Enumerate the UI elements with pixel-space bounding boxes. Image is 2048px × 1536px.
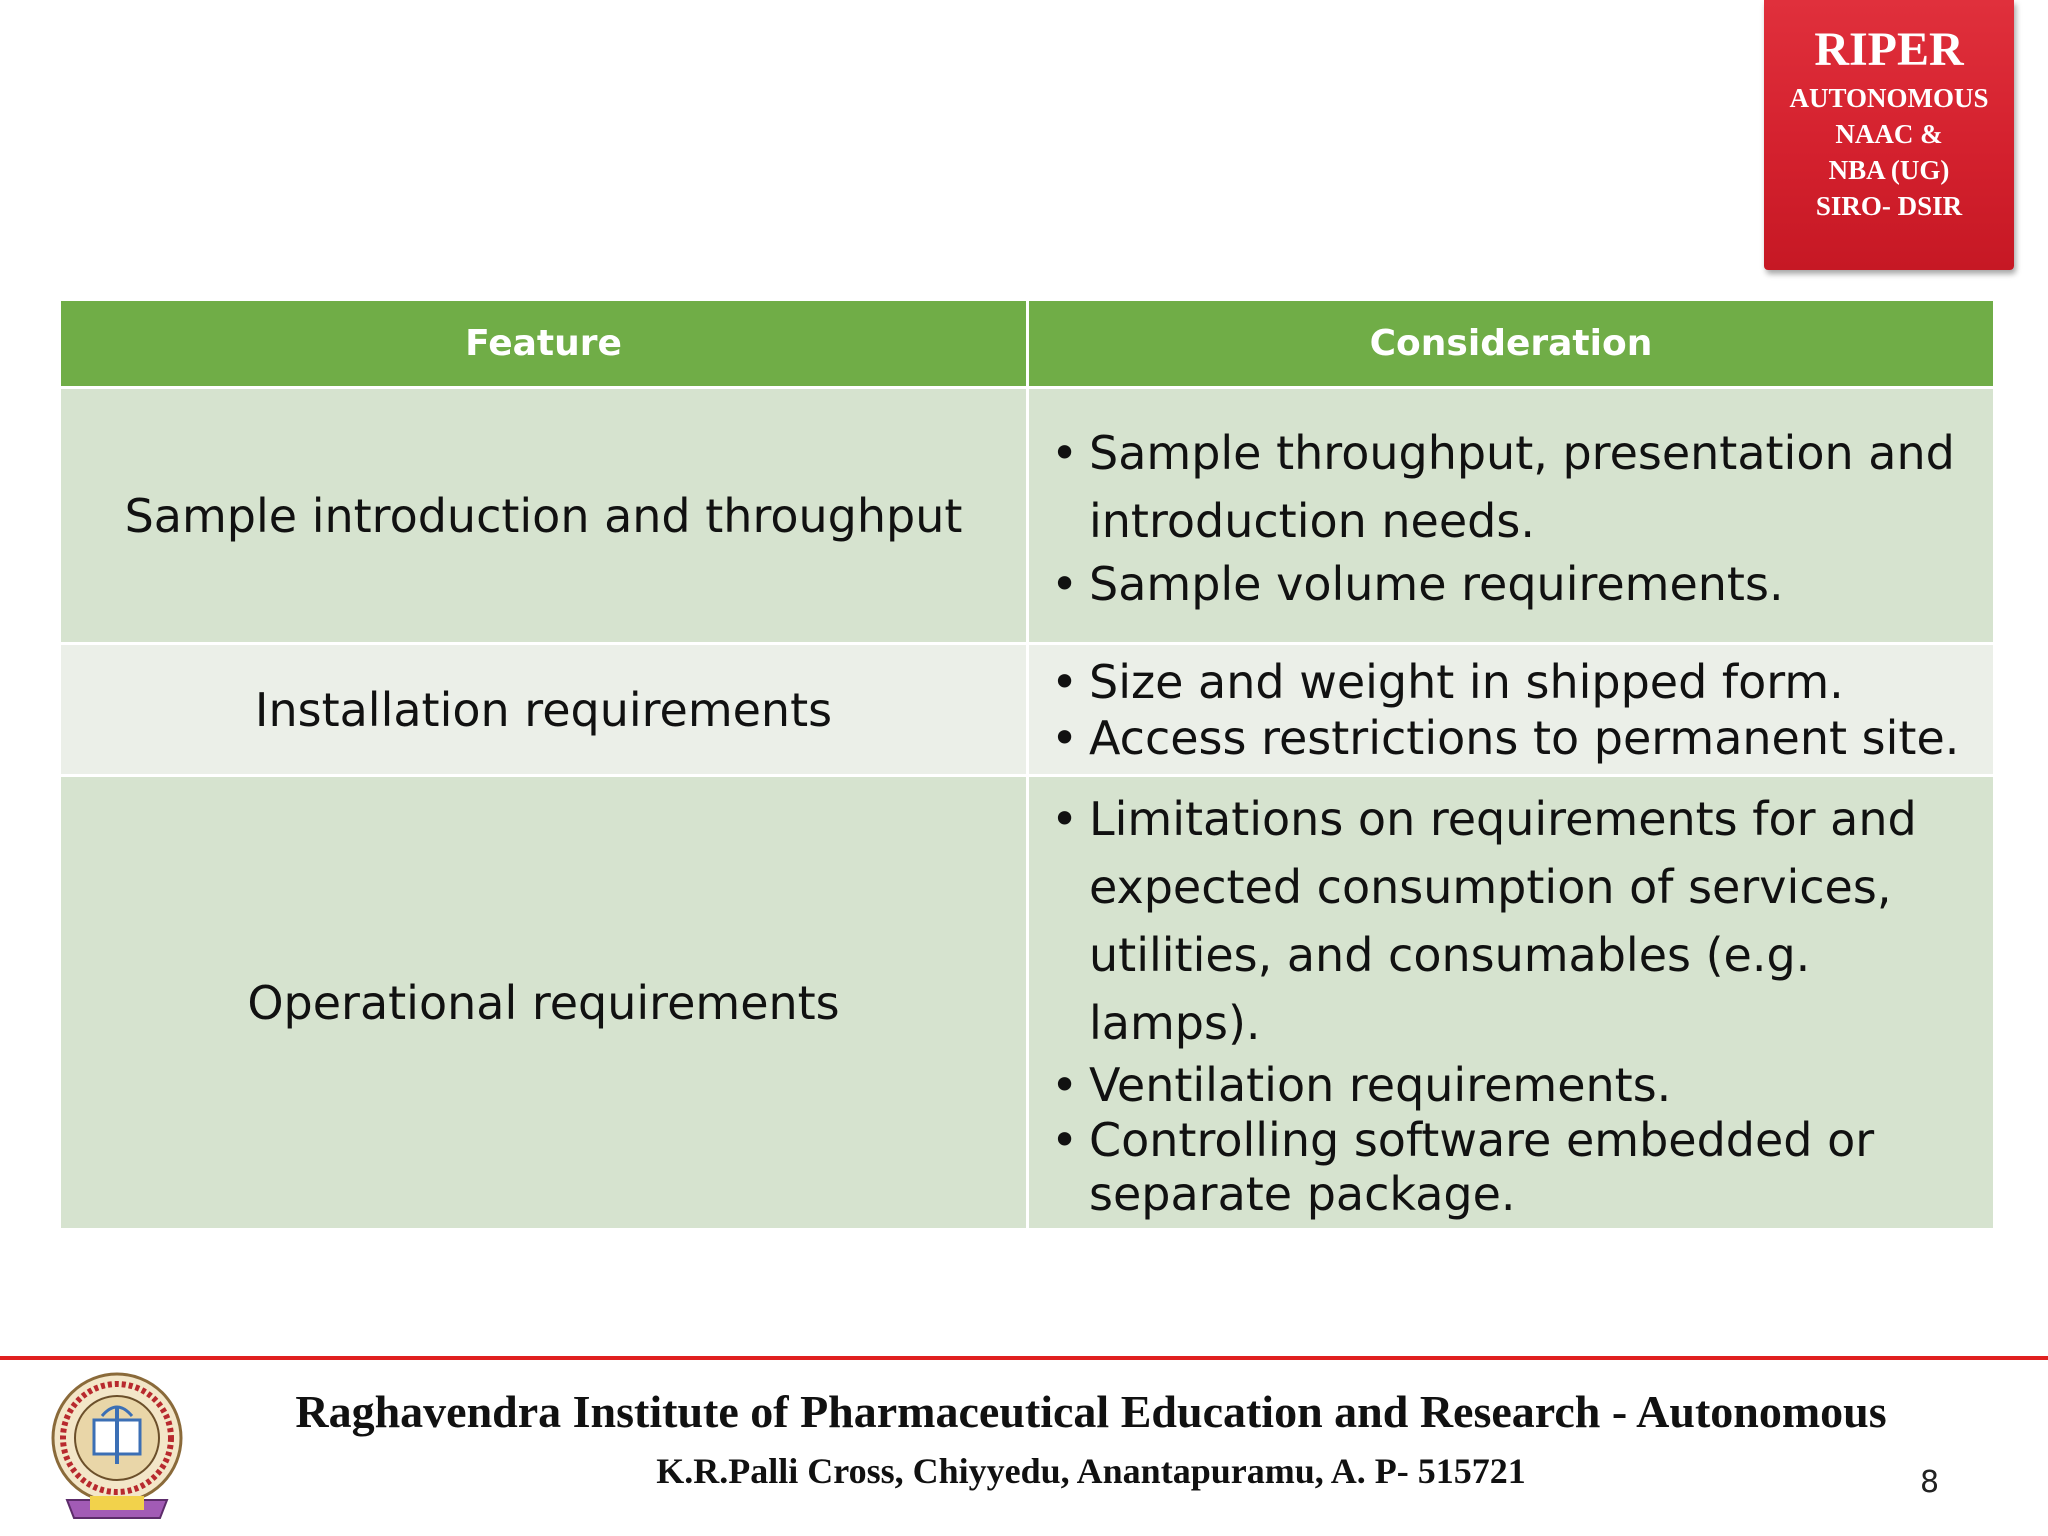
badge-line-autonomous: AUTONOMOUS [1789, 83, 1989, 113]
table-header-row [60, 300, 1995, 388]
table-row [60, 644, 1995, 776]
consideration-list [1047, 654, 1963, 766]
feature-cell: Installation requirements [60, 644, 1028, 776]
list-item: • Sample volume requirements. [1047, 555, 1963, 613]
consideration-cell [1028, 388, 1995, 644]
header-consideration: Consideration [1028, 300, 1995, 388]
list-item: • Controlling software embedded or separate package. [1047, 1113, 1963, 1221]
consideration-list [1047, 419, 1963, 613]
consideration-list [1047, 785, 1963, 1221]
table-row [60, 776, 1995, 1230]
list-item: • Sample throughput, presentation and introduction needs. [1047, 419, 1963, 555]
consideration-cell [1028, 776, 1995, 1230]
badge-line-nba: NBA (UG) [1828, 155, 1950, 185]
list-item: • Access restrictions to permanent site. [1047, 710, 1963, 766]
header-feature: Feature [60, 300, 1028, 388]
feature-consideration-table [58, 298, 1996, 1231]
feature-cell: Sample introduction and throughput [60, 388, 1028, 644]
badge-line-siro: SIRO- DSIR [1815, 191, 1963, 221]
list-item: • Limitations on requirements for and expected consumption of services, utilities, and consumables (e.g. lamps). [1047, 785, 1963, 1057]
institute-name: Raghavendra Institute of Pharmaceutical Education and Research - Autonomous [295, 1386, 1887, 1437]
list-item: • Ventilation requirements. [1047, 1057, 1963, 1113]
institute-logo [42, 1368, 192, 1528]
table-row [60, 388, 1995, 644]
footer-divider [0, 1356, 2048, 1360]
institute-address: K.R.Palli Cross, Chiyyedu, Anantapuramu, A. P- 515721 [656, 1451, 1526, 1491]
badge-title: RIPER [1814, 23, 1964, 76]
badge-line-naac: NAAC & [1835, 119, 1943, 149]
accreditation-badge [1764, 0, 2014, 270]
feature-cell: Operational requirements [60, 776, 1028, 1230]
page-number: 8 [1920, 1465, 1940, 1500]
consideration-cell [1028, 644, 1995, 776]
list-item: • Size and weight in shipped form. [1047, 654, 1963, 710]
